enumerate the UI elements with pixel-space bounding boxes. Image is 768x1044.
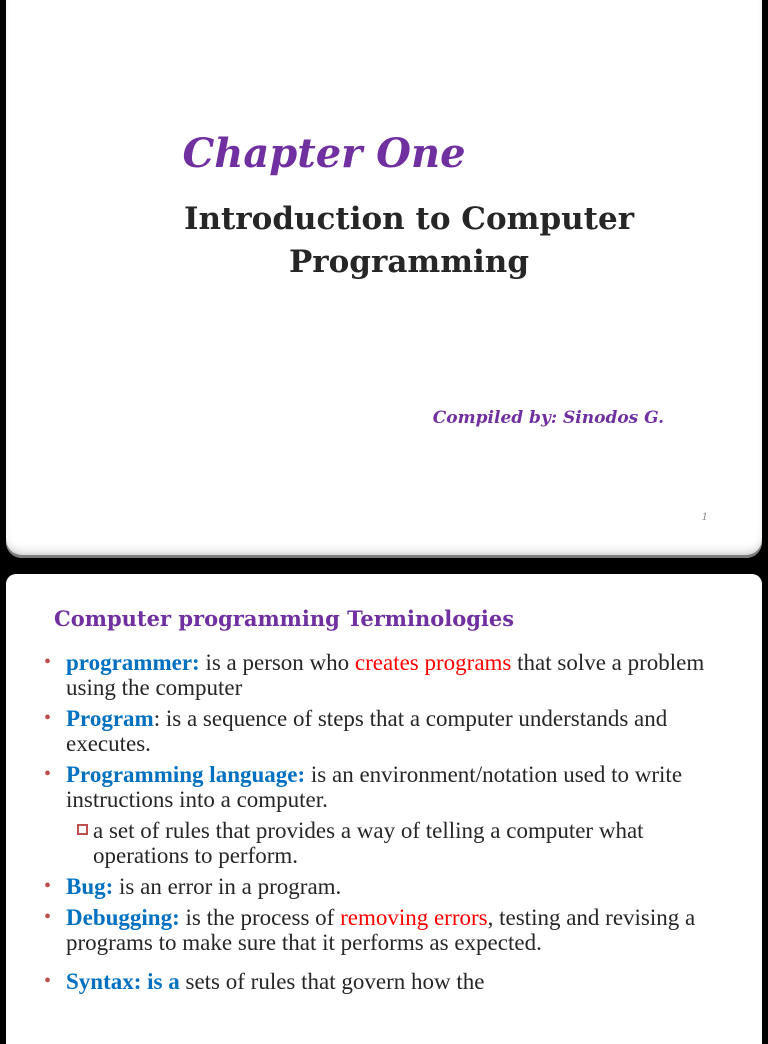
term-label: Programming language: [66, 762, 306, 787]
term-label: Program [66, 706, 154, 731]
highlight-text: creates programs [354, 650, 512, 675]
list-item [6, 874, 746, 899]
term-label: Bug: [66, 874, 114, 899]
slide-title: Chapter One [182, 130, 466, 177]
slide-title: Computer programming Terminologies [54, 606, 515, 631]
slide-1 [6, 0, 762, 558]
slide-subtitle [31, 198, 762, 284]
definition-text: a set of rules that provides a way of telling a computer what operations to perform. [93, 818, 644, 868]
definition-text: is an error in a program. [113, 874, 342, 899]
subtitle-line-2: Programming [288, 244, 529, 280]
list-item [6, 706, 746, 756]
list-item [6, 905, 746, 955]
highlight-text: removing errors [340, 905, 488, 930]
sub-list-item [6, 818, 746, 868]
compiled-by: Compiled by: Sinodos G. [432, 408, 664, 428]
definition-text: is a person who [199, 650, 355, 675]
list-item [6, 650, 746, 700]
definition-text: sets of rules that govern how the [179, 969, 485, 994]
page-number: 1 [701, 512, 708, 523]
term-label: Debugging: [66, 905, 180, 930]
terminology-list [6, 650, 746, 1000]
term-label: programmer: [66, 650, 200, 675]
definition-text: is an environment/notation used to write instructions into a computer. [66, 762, 683, 812]
list-item [6, 969, 746, 994]
term-label: Syntax: is a [66, 969, 180, 994]
list-item [6, 762, 746, 812]
subtitle-line-1: Introduction to Computer [183, 201, 635, 237]
checkbox-bullet-icon [77, 824, 88, 835]
definition-text: , testing and revising a programs to make sure that it performs as expected. [66, 905, 696, 955]
slide-2 [6, 574, 762, 1044]
definition-text: : is a sequence of steps that a computer understands and executes. [66, 706, 668, 756]
definition-text: that solve a problem using the computer [66, 650, 705, 700]
definition-text: is the process of [179, 905, 341, 930]
